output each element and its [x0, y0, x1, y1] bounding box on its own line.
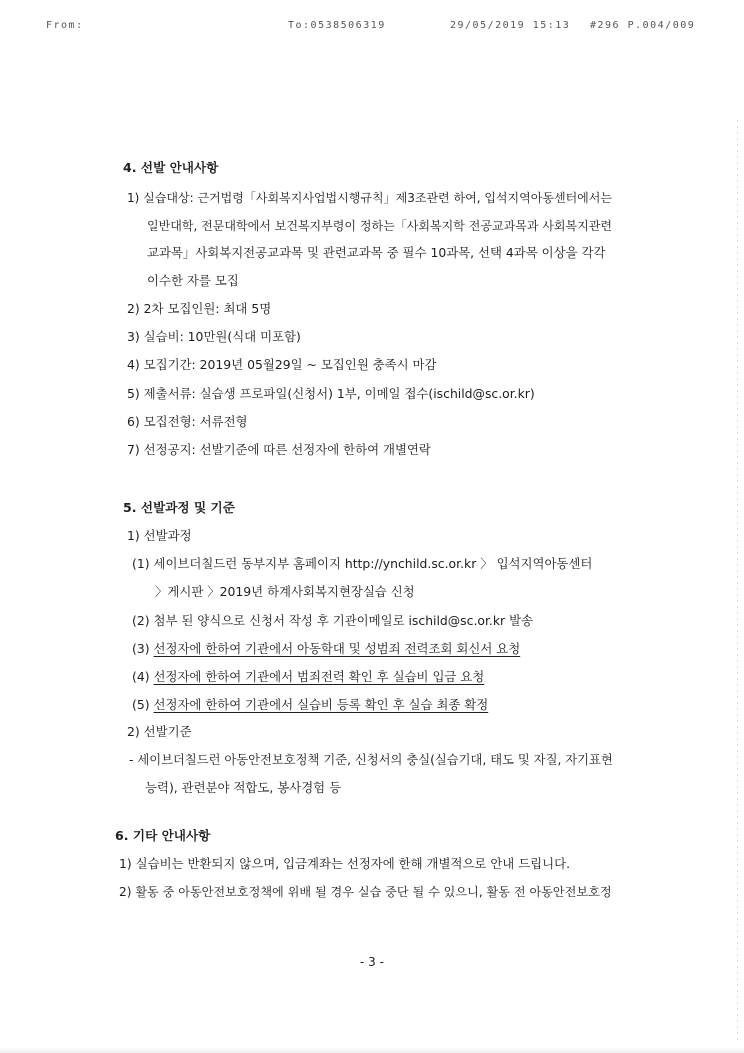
scan-shadow [0, 1047, 744, 1053]
section4-item4: 4) 모집기간: 2019년 05월29일 ~ 모집인원 충족시 마감 [127, 357, 437, 372]
section5-criteria-title: 2) 선발기준 [127, 724, 192, 739]
fax-page-ref: #296 P.004/009 [590, 20, 696, 31]
fax-from: From: [46, 20, 84, 31]
section5-title: 5. 선발과정 및 기준 [123, 500, 235, 515]
step5-number: (5) [132, 697, 150, 712]
section4-item1-line2: 일반대학, 전문대학에서 보건복지부령이 정하는「사회복지학 전공교과목과 사회복지관련 [147, 219, 613, 233]
section4-item1-line1: 1) 실습대상: 근거법령「사회복지사업법시행규칙」제3조관련 하여, 입석지역아동센터에서는 [127, 191, 613, 205]
section4-item1-line3: 교과목」사회복지전공교과목 및 관련교과목 중 필수 10과목, 선택 4과목 이상을 각각 [147, 245, 606, 260]
section4-item2: 2) 2차 모집인원: 최대 5명 [127, 301, 272, 316]
section4-item1-line4: 이수한 자를 모집 [147, 273, 239, 288]
section5-step4 [132, 669, 484, 685]
section4-item5: 5) 제출서류: 실습생 프로파일(신청서) 1부, 이메일 접수(ischild@sc.or.kr) [127, 386, 535, 401]
section4-title: 4. 선발 안내사항 [123, 160, 219, 175]
section5-step1-line2: 〉게시판 〉2019년 하계사회복지현장실습 신청 [155, 584, 415, 599]
page-number: - 3 - [360, 955, 384, 969]
fax-datetime: 29/05/2019 15:13 [450, 20, 571, 31]
section6-item1: 1) 실습비는 반환되지 않으며, 입금계좌는 선정자에 한해 개별적으로 안내 드립니다. [119, 856, 571, 871]
step3-text: 선정자에 한하여 기관에서 아동학대 및 성범죄 전력조회 회신서 요청 [153, 641, 521, 656]
fax-header [0, 20, 744, 36]
section5-criteria-line2: 능력), 관련분야 적합도, 봉사경험 등 [145, 780, 342, 795]
section5-process-title: 1) 선발과정 [127, 528, 192, 543]
section5-step3 [132, 641, 520, 657]
section4-item7: 7) 선정공지: 선발기준에 따른 선정자에 한하여 개별연락 [127, 442, 431, 457]
step4-number: (4) [132, 669, 150, 684]
section4-item3: 3) 실습비: 10만원(식대 미포함) [127, 329, 301, 344]
section4-item6: 6) 모집전형: 서류전형 [127, 414, 248, 429]
step5-text: 선정자에 한하여 기관에서 실습비 등록 확인 후 실습 최종 확정 [153, 697, 489, 712]
step4-text: 선정자에 한하여 기관에서 범죄전력 확인 후 실습비 입금 요청 [153, 669, 485, 684]
section6-title: 6. 기타 안내사항 [115, 828, 211, 843]
scan-edge-line [737, 120, 738, 1040]
section5-criteria-line1: - 세이브더칠드런 아동안전보호정책 기준, 신청서의 충실(실습기대, 태도 및 자질, 자기표현 [129, 753, 613, 767]
section5-step2: (2) 첨부 된 양식으로 신청서 작성 후 기관이메일로 ischild@sc.or.kr 발송 [132, 613, 534, 628]
fax-to: To:0538506319 [288, 20, 386, 31]
step3-number: (3) [132, 641, 150, 656]
section6-item2: 2) 활동 중 아동안전보호정책에 위배 될 경우 실습 중단 될 수 있으니, 활동 전 아동안전보호정 [119, 885, 612, 899]
section5-step1-line1: (1) 세이브더칠드런 동부지부 홈페이지 http://ynchild.sc.or.kr 〉 입석지역아동센터 [132, 556, 593, 571]
section5-step5 [132, 697, 488, 713]
